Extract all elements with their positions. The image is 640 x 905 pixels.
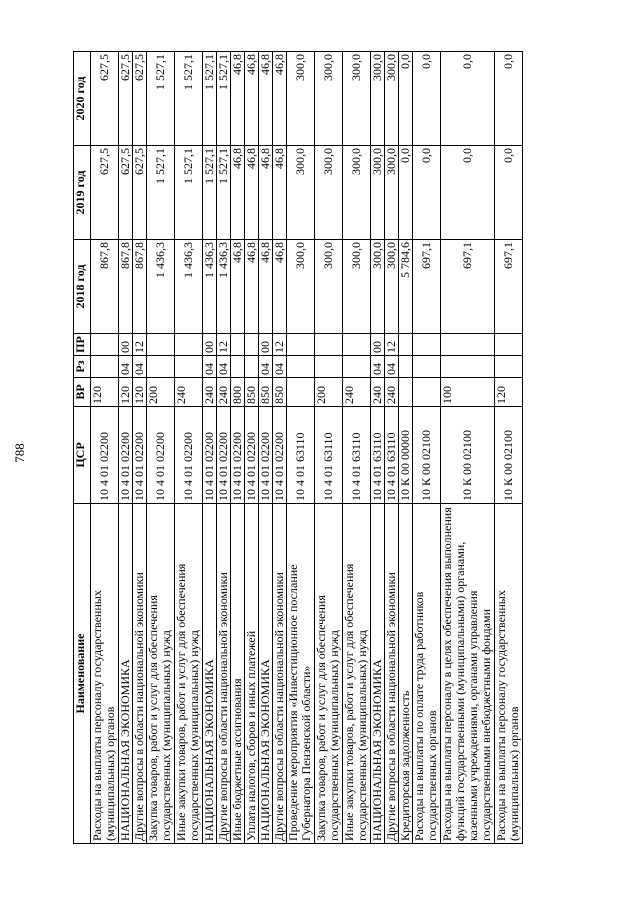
- cell-y2020: 300,0: [287, 52, 315, 146]
- cell-y2020: 46,8: [273, 52, 287, 146]
- cell-y2020: 1 527,1: [175, 52, 203, 146]
- cell-y2018: 867,8: [133, 240, 147, 334]
- cell-rz: 04: [217, 356, 231, 378]
- cell-pr: 12: [273, 334, 287, 356]
- cell-y2019: 300,0: [287, 146, 315, 240]
- cell-pr: 00: [371, 334, 385, 356]
- header-csr: ЦСР: [74, 407, 91, 504]
- cell-y2018: 1 436,3: [147, 240, 175, 334]
- rotated-table-container: [73, 52, 607, 844]
- cell-vr: 850: [259, 378, 273, 407]
- cell-y2019: 1 527,1: [217, 146, 231, 240]
- cell-csr: 10 4 01 63110: [385, 407, 399, 504]
- cell-y2019: 0,0: [399, 146, 413, 240]
- cell-name: НАЦИОНАЛЬНАЯ ЭКОНОМИКА: [203, 504, 217, 844]
- cell-csr: 10 4 01 02200: [273, 407, 287, 504]
- cell-vr: [287, 378, 315, 407]
- cell-pr: 00: [203, 334, 217, 356]
- cell-csr: 10 4 01 02200: [175, 407, 203, 504]
- cell-vr: 200: [147, 378, 175, 407]
- cell-name: Кредиторская задолженность: [399, 504, 413, 844]
- cell-y2018: 300,0: [385, 240, 399, 334]
- cell-vr: 850: [273, 378, 287, 407]
- table-row: [217, 52, 231, 844]
- cell-y2018: 46,8: [259, 240, 273, 334]
- cell-y2018: 1 436,3: [217, 240, 231, 334]
- cell-vr: 240: [217, 378, 231, 407]
- cell-vr: 120: [133, 378, 147, 407]
- cell-vr: 120: [119, 378, 133, 407]
- cell-vr: 240: [385, 378, 399, 407]
- cell-csr: 10 К 00 02100: [495, 407, 523, 504]
- cell-csr: 10 4 01 02200: [245, 407, 259, 504]
- cell-csr: 10 4 01 02200: [91, 407, 119, 504]
- header-2019: 2019 год: [74, 146, 91, 240]
- cell-y2018: 697,1: [441, 240, 495, 334]
- cell-y2018: 697,1: [495, 240, 523, 334]
- cell-vr: 200: [315, 378, 343, 407]
- header-vr: ВР: [74, 378, 91, 407]
- table-row: [147, 52, 175, 844]
- cell-vr: 800: [231, 378, 245, 407]
- cell-rz: 04: [273, 356, 287, 378]
- cell-vr: [413, 378, 441, 407]
- cell-name: Другие вопросы в области национальной экономики: [385, 504, 399, 844]
- table-row: [175, 52, 203, 844]
- cell-csr: 10 4 01 02200: [217, 407, 231, 504]
- cell-y2020: 1 527,1: [147, 52, 175, 146]
- cell-pr: [495, 334, 523, 356]
- cell-y2020: 46,8: [245, 52, 259, 146]
- cell-y2019: 46,8: [245, 146, 259, 240]
- cell-csr: 10 4 01 02200: [119, 407, 133, 504]
- cell-y2019: 300,0: [371, 146, 385, 240]
- table-row: [231, 52, 245, 844]
- cell-name: Уплата налогов, сборов и иных платежей: [245, 504, 259, 844]
- cell-csr: 10 4 01 02200: [203, 407, 217, 504]
- cell-csr: 10 4 01 63110: [315, 407, 343, 504]
- cell-y2020: 1 527,1: [203, 52, 217, 146]
- table-row: [343, 52, 371, 844]
- cell-y2019: 0,0: [413, 146, 441, 240]
- cell-rz: [343, 356, 371, 378]
- cell-csr: 10 4 01 02200: [147, 407, 175, 504]
- cell-pr: 12: [217, 334, 231, 356]
- header-name: Наименование: [74, 504, 91, 844]
- cell-vr: 100: [441, 378, 495, 407]
- cell-y2018: 867,8: [119, 240, 133, 334]
- cell-vr: 240: [371, 378, 385, 407]
- cell-rz: [175, 356, 203, 378]
- cell-csr: 10 4 01 63110: [287, 407, 315, 504]
- cell-pr: [91, 334, 119, 356]
- cell-csr: 10 К 00 02100: [441, 407, 495, 504]
- cell-y2020: 0,0: [441, 52, 495, 146]
- table-row: [371, 52, 385, 844]
- cell-rz: [399, 356, 413, 378]
- table-body: [91, 52, 523, 844]
- cell-y2019: 300,0: [385, 146, 399, 240]
- cell-pr: [175, 334, 203, 356]
- cell-y2020: 1 527,1: [217, 52, 231, 146]
- cell-rz: 04: [133, 356, 147, 378]
- cell-rz: [287, 356, 315, 378]
- cell-y2018: 1 436,3: [203, 240, 217, 334]
- cell-vr: 240: [203, 378, 217, 407]
- cell-y2020: 0,0: [413, 52, 441, 146]
- cell-vr: 850: [245, 378, 259, 407]
- cell-rz: [441, 356, 495, 378]
- header-pr: ПР: [74, 334, 91, 356]
- cell-y2019: 1 527,1: [175, 146, 203, 240]
- cell-y2020: 300,0: [343, 52, 371, 146]
- cell-y2018: 46,8: [245, 240, 259, 334]
- cell-rz: [315, 356, 343, 378]
- cell-y2019: 627,5: [119, 146, 133, 240]
- cell-y2020: 300,0: [371, 52, 385, 146]
- cell-y2019: 1 527,1: [203, 146, 217, 240]
- cell-y2020: 627,5: [133, 52, 147, 146]
- cell-csr: 10 4 01 63110: [371, 407, 385, 504]
- cell-y2020: 627,5: [91, 52, 119, 146]
- cell-name: Иные закупки товаров, работ и услуг для обеспечения государственных (муниципальных) нужд: [343, 504, 371, 844]
- table-row: [385, 52, 399, 844]
- cell-rz: [495, 356, 523, 378]
- cell-pr: [343, 334, 371, 356]
- cell-rz: [245, 356, 259, 378]
- cell-rz: 04: [259, 356, 273, 378]
- table-row: [273, 52, 287, 844]
- cell-name: Расходы на выплаты персоналу в целях обеспечения выполнения функций государственными (муниципальными) органами, казенными учреждениями, органами управления государственными внебюджетными фондами: [441, 504, 495, 844]
- cell-y2018: 300,0: [287, 240, 315, 334]
- cell-name: Расходы на выплаты по оплате труда работников государственных органов: [413, 504, 441, 844]
- cell-y2019: 0,0: [441, 146, 495, 240]
- cell-y2019: 46,8: [273, 146, 287, 240]
- cell-csr: 10 4 01 02200: [133, 407, 147, 504]
- cell-name: Закупка товаров, работ и услуг для обеспечения государственных (муниципальных) нужд: [315, 504, 343, 844]
- cell-y2018: 300,0: [315, 240, 343, 334]
- cell-name: Расходы на выплаты персоналу государственных (муниципальных) органов: [91, 504, 119, 844]
- table-row: [245, 52, 259, 844]
- cell-y2018: 46,8: [231, 240, 245, 334]
- cell-name: НАЦИОНАЛЬНАЯ ЭКОНОМИКА: [259, 504, 273, 844]
- cell-name: НАЦИОНАЛЬНАЯ ЭКОНОМИКА: [371, 504, 385, 844]
- table-row: [441, 52, 495, 844]
- cell-pr: [245, 334, 259, 356]
- table-row: [315, 52, 343, 844]
- cell-csr: 10 К 00 02100: [413, 407, 441, 504]
- cell-y2018: 300,0: [371, 240, 385, 334]
- cell-pr: [147, 334, 175, 356]
- cell-csr: 10 4 01 63110: [343, 407, 371, 504]
- cell-name: Другие вопросы в области национальной экономики: [217, 504, 231, 844]
- cell-y2020: 627,5: [119, 52, 133, 146]
- cell-pr: 12: [133, 334, 147, 356]
- cell-vr: 120: [91, 378, 119, 407]
- cell-name: НАЦИОНАЛЬНАЯ ЭКОНОМИКА: [119, 504, 133, 844]
- cell-y2018: 5 784,6: [399, 240, 413, 334]
- cell-name: Другие вопросы в области национальной экономики: [273, 504, 287, 844]
- cell-pr: [399, 334, 413, 356]
- cell-pr: 00: [119, 334, 133, 356]
- cell-y2019: 300,0: [343, 146, 371, 240]
- cell-rz: [91, 356, 119, 378]
- cell-pr: [287, 334, 315, 356]
- table-row: [495, 52, 523, 844]
- cell-rz: [147, 356, 175, 378]
- table-row: [413, 52, 441, 844]
- cell-name: Расходы на выплаты персоналу государственных (муниципальных) органов: [495, 504, 523, 844]
- cell-y2018: 697,1: [413, 240, 441, 334]
- cell-y2018: 300,0: [343, 240, 371, 334]
- cell-y2019: 46,8: [259, 146, 273, 240]
- table-row: [133, 52, 147, 844]
- cell-name: Иные бюджетные ассигнования: [231, 504, 245, 844]
- cell-y2020: 300,0: [385, 52, 399, 146]
- cell-pr: [231, 334, 245, 356]
- cell-y2019: 1 527,1: [147, 146, 175, 240]
- budget-table: [73, 51, 523, 844]
- cell-y2019: 0,0: [495, 146, 523, 240]
- table-row: [287, 52, 315, 844]
- cell-pr: 00: [259, 334, 273, 356]
- header-2020: 2020 год: [74, 52, 91, 146]
- cell-vr: 240: [343, 378, 371, 407]
- cell-name: Закупка товаров, работ и услуг для обеспечения государственных (муниципальных) нужд: [147, 504, 175, 844]
- header-rz: Рз: [74, 356, 91, 378]
- cell-y2018: 1 436,3: [175, 240, 203, 334]
- cell-y2020: 300,0: [315, 52, 343, 146]
- cell-y2019: 46,8: [231, 146, 245, 240]
- cell-y2020: 46,8: [231, 52, 245, 146]
- cell-pr: [441, 334, 495, 356]
- cell-y2020: 0,0: [495, 52, 523, 146]
- table-row: [399, 52, 413, 844]
- table-row: [259, 52, 273, 844]
- cell-y2020: 0,0: [399, 52, 413, 146]
- cell-pr: [315, 334, 343, 356]
- cell-y2019: 627,5: [133, 146, 147, 240]
- table-header-row: [74, 52, 91, 844]
- cell-vr: 120: [495, 378, 523, 407]
- table-row: [203, 52, 217, 844]
- table-row: [91, 52, 119, 844]
- cell-y2019: 300,0: [315, 146, 343, 240]
- header-2018: 2018 год: [74, 240, 91, 334]
- cell-y2018: 867,8: [91, 240, 119, 334]
- cell-rz: [231, 356, 245, 378]
- cell-rz: [413, 356, 441, 378]
- cell-rz: 04: [119, 356, 133, 378]
- cell-csr: 10 К 00 00000: [399, 407, 413, 504]
- cell-csr: 10 4 01 02200: [259, 407, 273, 504]
- cell-y2018: 46,8: [273, 240, 287, 334]
- cell-name: Иные закупки товаров, работ и услуг для обеспечения государственных (муниципальных) нужд: [175, 504, 203, 844]
- table-row: [119, 52, 133, 844]
- cell-vr: 240: [175, 378, 203, 407]
- cell-pr: [413, 334, 441, 356]
- cell-y2019: 627,5: [91, 146, 119, 240]
- cell-pr: 12: [385, 334, 399, 356]
- cell-vr: [399, 378, 413, 407]
- page-number: 788: [12, 443, 27, 463]
- cell-name: Проведение мероприятия «Инвестиционное послание Губернатора Пензенской области»: [287, 504, 315, 844]
- cell-csr: 10 4 01 02200: [231, 407, 245, 504]
- cell-y2020: 46,8: [259, 52, 273, 146]
- cell-rz: 04: [371, 356, 385, 378]
- cell-name: Другие вопросы в области национальной экономики: [133, 504, 147, 844]
- cell-rz: 04: [203, 356, 217, 378]
- cell-rz: 04: [385, 356, 399, 378]
